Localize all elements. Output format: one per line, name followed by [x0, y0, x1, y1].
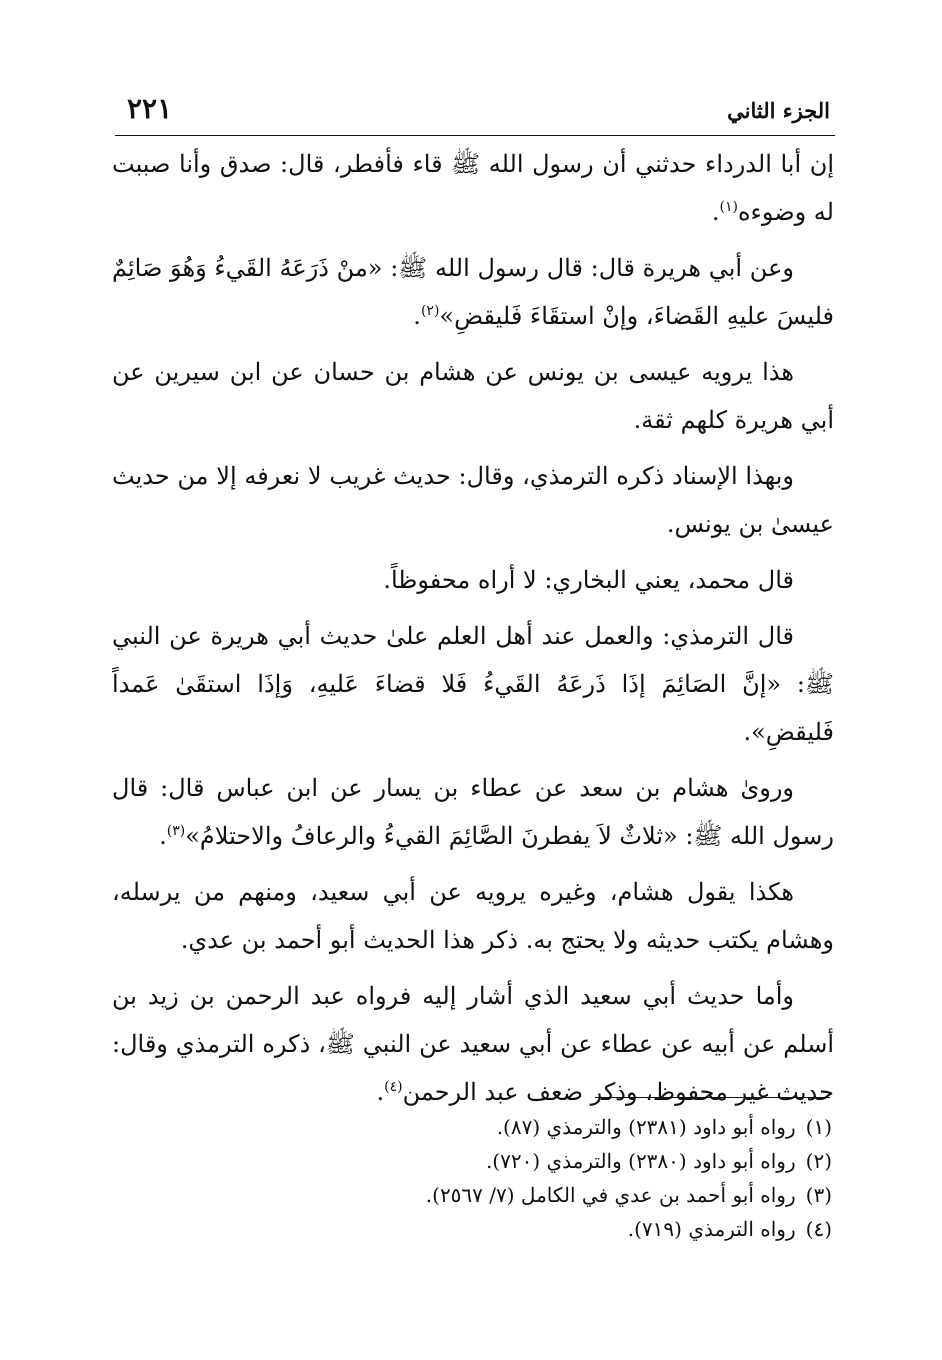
footnote-number: (٣) [805, 1183, 832, 1207]
paragraph-4: وبهذا الإسناد ذكره الترمذي، وقال: حديث غريب لا نعرفه إلا من حديث عيسىٰ بن يونس. [112, 462, 834, 538]
paragraph-5: قال محمد، يعني البخاري: لا أراه محفوظاً. [383, 566, 794, 594]
footnote-4 [200, 1212, 832, 1246]
header-rule [115, 135, 835, 136]
paragraph-3: هذا يرويه عيسى بن يونس عن هشام بن حسان عن ابن سيرين عن أبي هريرة كلهم ثقة. [112, 358, 834, 434]
footnotes [200, 1110, 832, 1246]
page-number: ٢٢١ [127, 92, 173, 125]
footnote-text: رواه أبو داود (٢٣٨٠) والترمذي (٧٢٠). [485, 1149, 796, 1173]
footnote-ref-2: (٢) [420, 303, 440, 319]
footnote-ref-4: (٤) [384, 1079, 403, 1095]
footnote-number: (١) [805, 1115, 832, 1139]
paragraph-8: هكذا يقول هشام، وغيره يرويه عن أبي سعيد، ومنهم من يرسله، وهشام يكتب حديثه ولا يحتج به. ذكر هذا الحديث أبو أحمد بن عدي. [112, 878, 834, 954]
footnote-number: (٢) [805, 1149, 832, 1173]
footnote-ref-3: (٣) [166, 823, 186, 839]
footnote-3 [200, 1178, 832, 1212]
footnote-2 [200, 1144, 832, 1178]
footnote-1 [200, 1110, 832, 1144]
paragraph-2: وعن أبي هريرة قال: قال رسول الله ﷺ: «منْ ذَرَعَهُ القَيءُ وَهُوَ صَائِمٌ فليسَ عليهِ القَضاءَ، وإنْ استقَاءَ فَليقضِ»$^{(٢)}$. [112, 254, 834, 330]
paragraph-6: قال الترمذي: والعمل عند أهل العلم علىٰ حديث أبي هريرة عن النبي ﷺ: «إنَّ الصَائِمَ إذَا ذَرعَهُ القَيءُ فَلا قضاءَ عَليهِ، وَإذَا استقَىٰ عَمداً فَليقضِ». [112, 622, 834, 746]
footnote-ref-1: (١) [719, 199, 738, 215]
footnote-text: رواه أبو أحمد بن عدي في الكامل (٧/ ٢٥٦٧). [425, 1183, 796, 1207]
paragraph-7: وروىٰ هشام بن سعد عن عطاء بن يسار عن ابن عباس قال: قال رسول الله ﷺ: «ثلاثٌ لاَ يفطرنَ الصَّائِمَ القيءُ والرعافُ والاحتلامُ»$^{(٣)}$. [112, 774, 834, 850]
footnote-number: (٤) [805, 1217, 832, 1241]
footnote-rule [595, 1097, 830, 1098]
paragraph-1: إن أبا الدرداء حدثني أن رسول الله ﷺ قاء فأفطر، قال: صدق وأنا صببت له وضوءه$^{(١)}$. [112, 150, 835, 226]
footnote-text: رواه الترمذي (٧١٩). [627, 1217, 796, 1241]
main-text [112, 140, 834, 1124]
running-head: الجزء الثاني [727, 98, 830, 123]
page-header [115, 92, 830, 132]
footnote-text: رواه أبو داود (٢٣٨١) والترمذي (٨٧). [496, 1115, 796, 1139]
paragraph-9: وأما حديث أبي سعيد الذي أشار إليه فرواه عبد الرحمن بن زيد بن أسلم عن أبيه عن عطاء عن أبي سعيد عن النبي ﷺ، ذكره الترمذي وقال: حديث غير محفوظ، وذكر ضعف عبد الرحمن$^{(٤)}$. [112, 982, 834, 1106]
